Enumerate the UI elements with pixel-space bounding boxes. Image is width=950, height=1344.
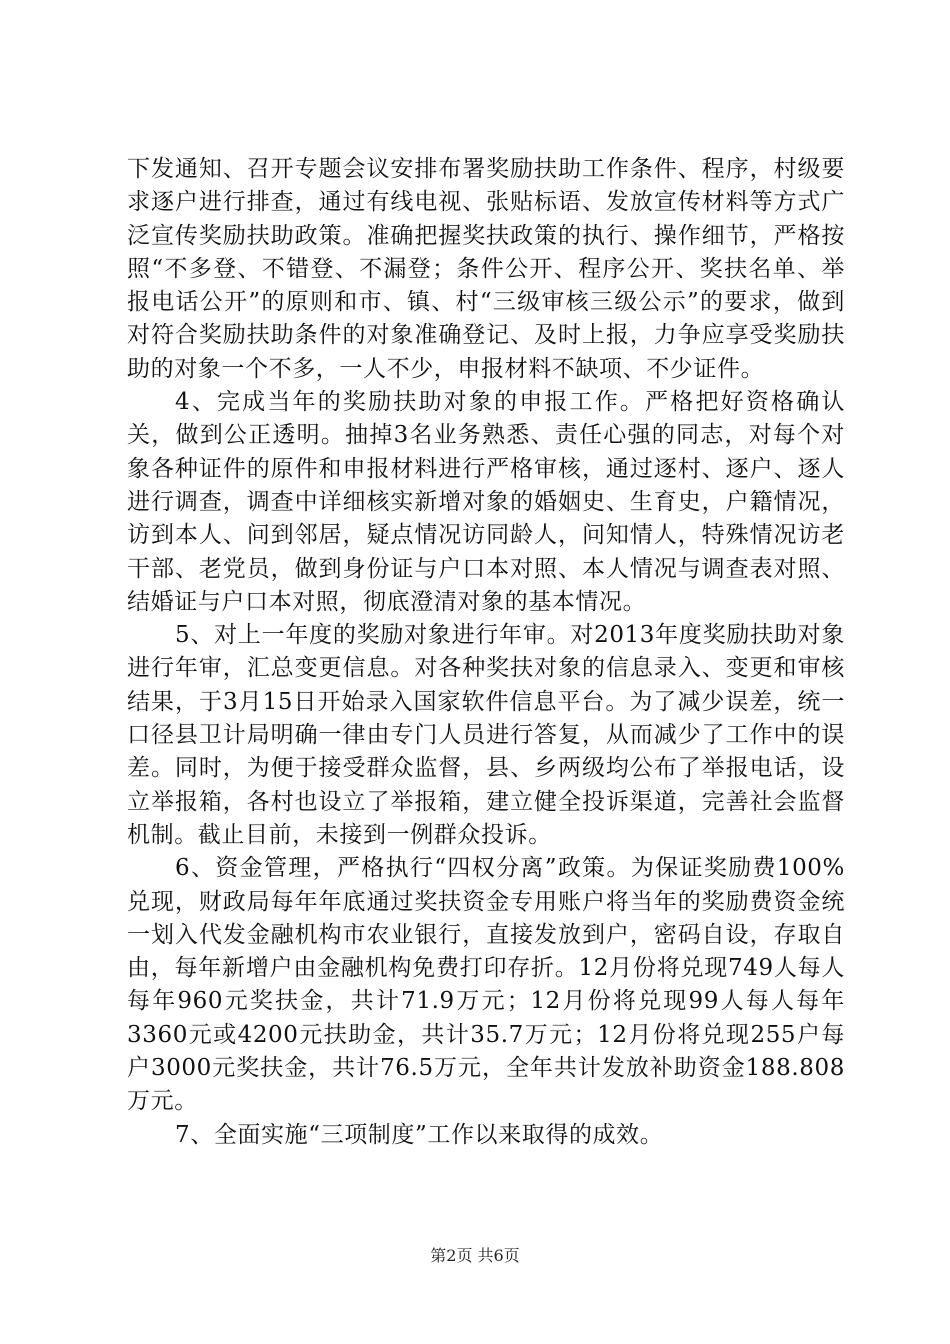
page-footer: 第2页 共6页 <box>430 1246 520 1265</box>
paragraph-continuation: 下发通知、召开专题会议安排布署奖励扶助工作条件、程序，村级要求逐户进行排查，通过有线电视、张贴标语、发放宣传材料等方式广泛宣传奖励扶助政策。准确把握奖扶政策的执行、操作细节，严格按照“不多登、不错登、不漏登；条件公开、程序公开、奖扶名单、举报电话公开”的原则和市、镇、村“三级审核三级公示”的要求，做到对符合奖励扶助条件的对象准确登记、及时上报，力争应享受奖励扶助的对象一个不多，一人不少，申报材料不缺项、不少证件。 <box>127 156 845 382</box>
paragraph-item-6: 6、资金管理，严格执行“四权分离”政策。为保证奖励费100%兑现，财政局每年年底通过奖扶资金专用账户将当年的奖励费资金统一划入代发金融机构市农业银行，直接发放到户，密码自设，存取自由，每年新增户由金融机构免费打印存折。12月份将兑现749人每人每年960元奖扶金，共计71.9万元；12月份将兑现99人每人每年3360元或4200元扶助金，共计35.7万元；12月份将兑现255户每户3000元奖扶金，共计76.5万元，全年共计发放补助资金188.808万元。 <box>127 855 845 1115</box>
paragraph-item-4: 4、完成当年的奖励扶助对象的申报工作。严格把好资格确认关，做到公正透明。抽掉3名业务熟悉、责任心强的同志，对每个对象各种证件的原件和申报材料进行严格审核，通过逐村、逐户、逐人进行调查，调查中详细核实新增对象的婚姻史、生育史，户籍情况，访到本人、问到邻居，疑点情况访同龄人，问知情人，特殊情况访老干部、老党员，做到身份证与户口本对照、本人情况与调查表对照、结婚证与户口本对照，彻底澄清对象的基本情况。 <box>127 389 845 615</box>
paragraph-item-7: 7、全面实施“三项制度”工作以来取得的成效。 <box>175 1121 664 1148</box>
document-body <box>127 153 845 1152</box>
paragraph-item-5: 5、对上一年度的奖励对象进行年审。对2013年度奖励扶助对象进行年审，汇总变更信息。对各种奖扶对象的信息录入、变更和审核结果，于3月15日开始录入国家软件信息平台。为了减少误差，统一口径县卫计局明确一律由专门人员进行答复，从而减少了工作中的误差。同时，为便于接受群众监督，县、乡两级均公布了举报电话，设立举报箱，各村也设立了举报箱，建立健全投诉渠道，完善社会监督机制。截止目前，未接到一例群众投诉。 <box>127 622 845 848</box>
